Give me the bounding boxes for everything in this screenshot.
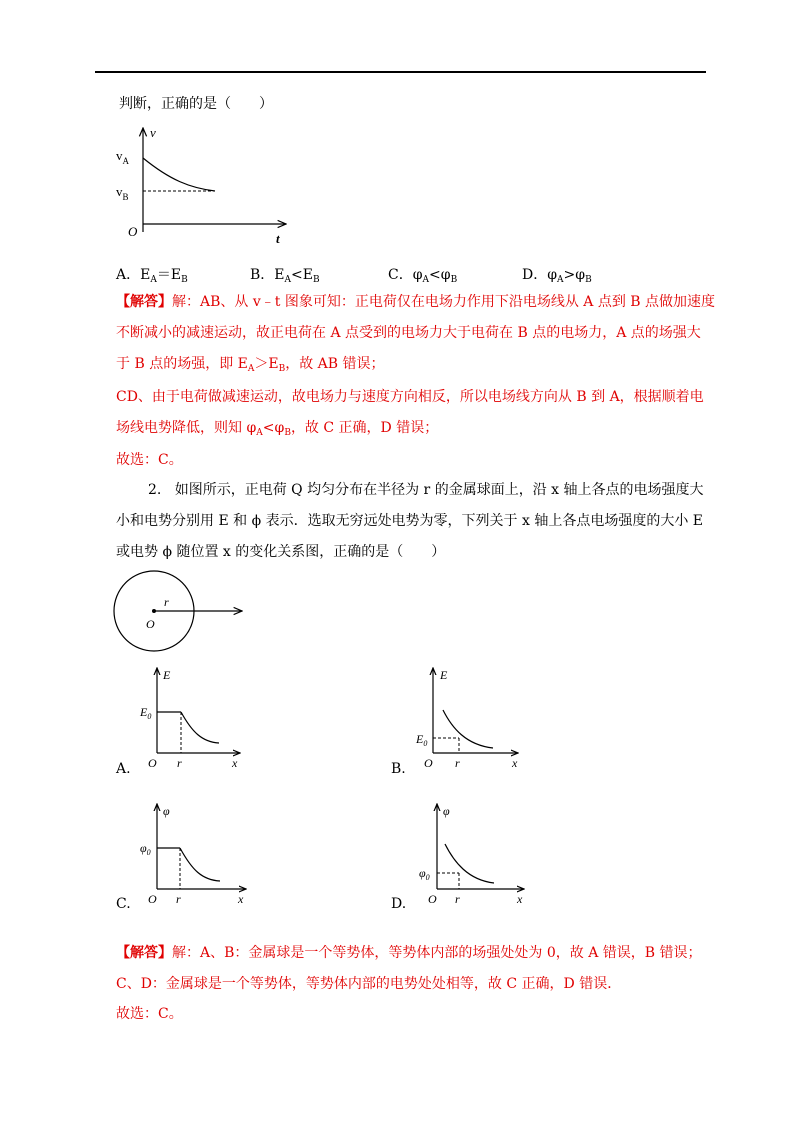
q1-stem-tail: 判断，正确的是（ ） xyxy=(119,96,273,112)
q1-option-d[interactable]: D．$\varphi_A>\varphi_B$ xyxy=(522,267,592,285)
q1-option-c[interactable]: C．$\varphi_A<\varphi_B$ xyxy=(388,267,458,285)
svg-text:E0: $E_0$ xyxy=(416,732,428,748)
svg-text:E0: $E_0$ xyxy=(140,705,152,721)
q1-label-v: v xyxy=(150,125,156,140)
q1-answer-line2: 不断减小的减速运动，故正电荷在 A 点受到的电场力大于电荷在 B 点的电场力，A 点的场强大 xyxy=(116,325,701,341)
q2-answer-line1: 【解答】解：A、B：金属球是一个等势体，等势体内部的场强处处为 0，故 A 错误，B 错误； xyxy=(116,945,702,961)
svg-text:φ: φ xyxy=(443,804,450,818)
svg-text:O: O xyxy=(148,892,157,906)
q1-answer-line4: CD、由于电荷做减速运动，故电场力与速度方向相反，所以电场线方向从 B 到 A，根据顺着电 xyxy=(116,389,704,405)
q1-label-vA: $v_A$ xyxy=(116,148,129,166)
svg-text:O: O xyxy=(424,756,433,770)
svg-text:O: O xyxy=(428,892,437,906)
svg-text:r: r xyxy=(455,892,460,906)
svg-text:r: r xyxy=(177,756,182,770)
svg-text:r: r xyxy=(455,756,460,770)
q2-option-c-letter[interactable]: C. xyxy=(116,896,131,912)
svg-text:x: x xyxy=(517,892,523,906)
svg-text:x: x xyxy=(232,756,238,770)
svg-text:r: r xyxy=(176,892,181,906)
q2-option-d-letter[interactable]: D. xyxy=(391,896,407,912)
q2-graph-c[interactable] xyxy=(140,804,246,906)
q2-option-a-letter[interactable]: A. xyxy=(116,761,131,777)
q1-label-origin: O xyxy=(128,224,138,239)
q1-answer-line5: 场线电势降低，则知 $\varphi_A<\varphi_B$，故 C 正确，D 错误； xyxy=(116,420,439,438)
svg-text:x: x xyxy=(238,892,244,906)
q1-answer-line1: 【解答】解：AB、从 v﹣t 图象可知：正电荷仅在电场力作用下沿电场线从 A 点到 B 点做加速度 xyxy=(116,294,716,310)
svg-text:φ0: $\varphi_0$ xyxy=(140,841,151,857)
q1-label-vB: $v_B$ xyxy=(116,184,129,202)
q2-answer-line2: C、D：金属球是一个等势体，等势体内部的电势处处相等，故 C 正确，D 错误． xyxy=(116,976,622,992)
q2-sphere-r: r xyxy=(164,595,169,609)
svg-text:φ0: $\varphi_0$ xyxy=(419,866,430,882)
q1-option-b[interactable]: B．$E_A<E_B$ xyxy=(250,267,320,285)
svg-text:φ: φ xyxy=(163,804,170,818)
svg-text:x: x xyxy=(512,756,518,770)
svg-text:E: E xyxy=(440,668,448,682)
q1-answer-line6: 故选：C。 xyxy=(116,452,183,468)
q2-graph-d[interactable] xyxy=(419,804,524,906)
q2-answer-line3: 故选：C。 xyxy=(116,1006,183,1022)
svg-text:E: E xyxy=(163,668,171,682)
svg-text:O: O xyxy=(148,756,157,770)
q2-line2: 小和电势分别用 E 和 ϕ 表示．选取无穷远处电势为零，下列关于 x 轴上各点电场强度的大小 E xyxy=(116,513,704,529)
q1-answer-line3: 于 B 点的场强，即 $E_A>E_B$，故 AB 错误； xyxy=(116,356,385,374)
q2-line1: 2. 如图所示，正电荷 Q 均匀分布在半径为 r 的金属球面上，沿 x 轴上各点的电场强度大 xyxy=(148,482,704,498)
q2-sphere-origin: O xyxy=(146,617,155,631)
q1-label-t: t xyxy=(276,231,280,246)
q2-graph-a[interactable] xyxy=(139,668,240,770)
q2-option-b-letter[interactable]: B. xyxy=(391,761,406,777)
q1-option-a[interactable]: A．$E_A=E_B$ xyxy=(116,267,188,285)
q2-graph-b[interactable] xyxy=(415,668,518,770)
q2-line3: 或电势 ϕ 随位置 x 的变化关系图，正确的是（ ） xyxy=(116,544,446,560)
